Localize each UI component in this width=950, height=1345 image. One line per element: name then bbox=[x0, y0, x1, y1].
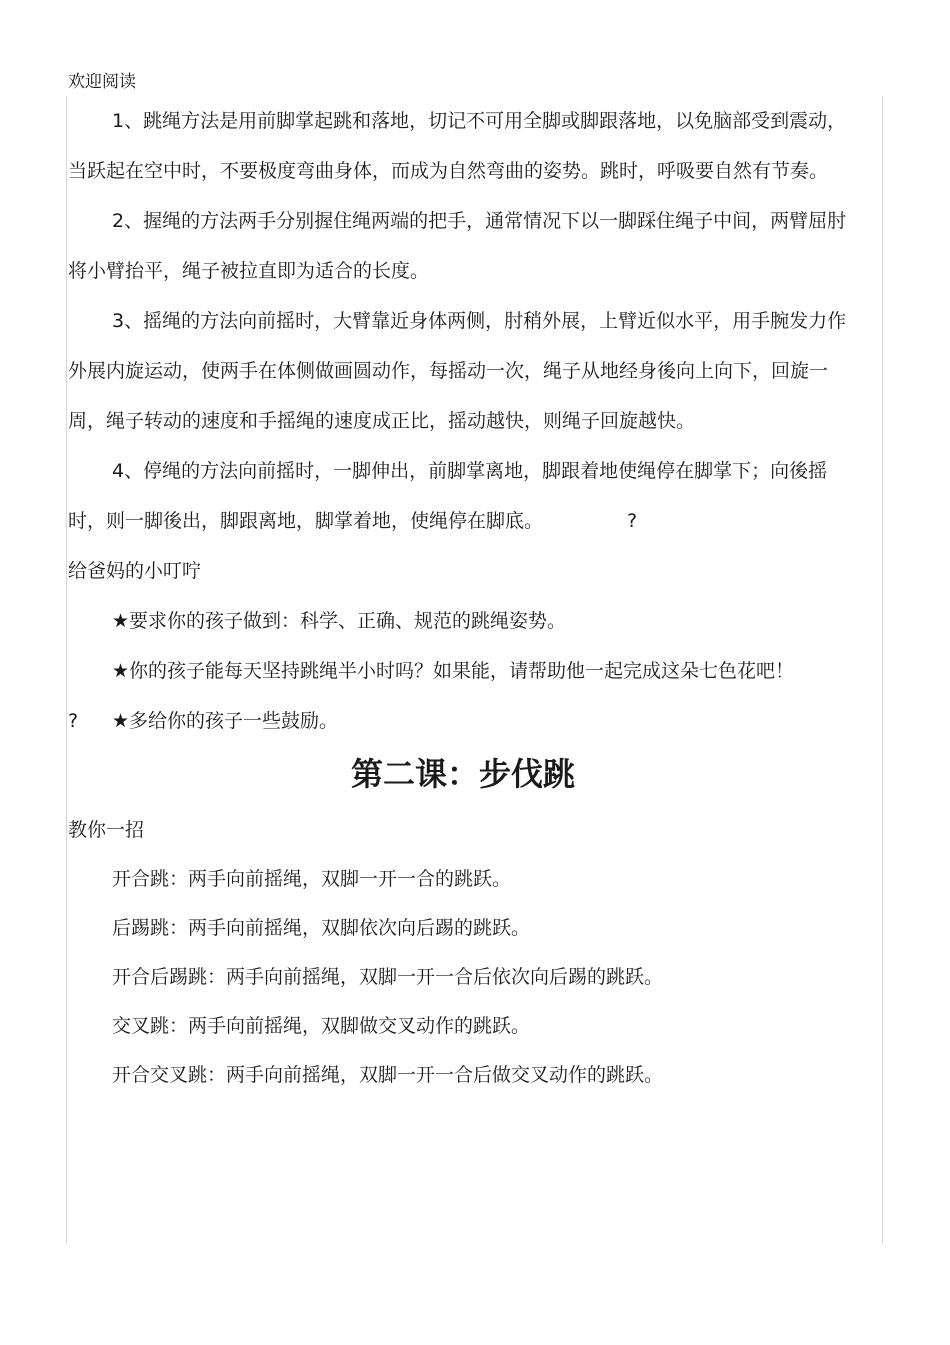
paragraph-grip-method: 2、握绳的方法两手分别握住绳两端的把手，通常情况下以一脚踩住绳子中间，两臂屈肘将小臂抬平，绳子被拉直即为适合的长度。 bbox=[68, 210, 847, 282]
parents-tip-item-1: ★要求你的孩子做到：科学、正确、规范的跳绳姿势。 bbox=[112, 610, 567, 632]
question-mark: ? bbox=[627, 510, 638, 532]
lesson-item: 开合交叉跳：两手向前摇绳，双脚一开一合后做交叉动作的跳跃。 bbox=[112, 1064, 664, 1086]
page-border-right bbox=[882, 96, 883, 1244]
question-mark-prefix: ? bbox=[68, 710, 79, 732]
lesson-item: 后踢跳：两手向前摇绳，双脚依次向后踢的跳跃。 bbox=[112, 917, 531, 939]
lesson-item: 交叉跳：两手向前摇绳，双脚做交叉动作的跳跃。 bbox=[112, 1015, 531, 1037]
paragraph-stop-text: 4、停绳的方法向前摇时，一脚伸出，前脚掌离地，脚跟着地使绳停在脚掌下；向後摇时，则一脚後出，脚跟离地，脚掌着地，使绳停在脚底。 bbox=[68, 460, 828, 532]
page-header: 欢迎阅读 bbox=[68, 72, 136, 92]
document-body bbox=[68, 96, 848, 1100]
page-border-left bbox=[66, 96, 67, 1244]
parents-tip-item-2: ★你的孩子能每天坚持跳绳半小时吗？如果能，请帮助他一起完成这朵七色花吧！ bbox=[112, 660, 795, 682]
parents-tip-heading: 给爸妈的小叮咛 bbox=[68, 560, 202, 582]
lesson-item: 开合后踢跳：两手向前摇绳，双脚一开一合后依次向后踢的跳跃。 bbox=[112, 966, 664, 988]
lesson-item: 开合跳：两手向前摇绳，双脚一开一合的跳跃。 bbox=[112, 868, 512, 890]
paragraph-stop-method bbox=[68, 446, 848, 546]
paragraph-jump-method: 1、跳绳方法是用前脚掌起跳和落地，切记不可用全脚或脚跟落地，以免脑部受到震动，当跃起在空中时，不要极度弯曲身体，而成为自然弯曲的姿势。跳时，呼吸要自然有节奏。 bbox=[68, 110, 847, 182]
lesson-title: 第二课：步伐跳 bbox=[350, 755, 575, 793]
parents-tip-item-3-text: ★多给你的孩子一些鼓励。 bbox=[112, 710, 339, 732]
lesson-subheading: 教你一招 bbox=[68, 819, 145, 841]
parents-tip-item-3 bbox=[68, 696, 848, 746]
paragraph-swing-method: 3、摇绳的方法向前摇时，大臂靠近身体两侧，肘稍外展，上臂近似水平，用手腕发力作外展内旋运动，使两手在体侧做画圆动作，每摇动一次，绳子从地经身後向上向下，回旋一周，绳子转动的速度和手摇绳的速度成正比，摇动越快，则绳子回旋越快。 bbox=[68, 310, 847, 432]
